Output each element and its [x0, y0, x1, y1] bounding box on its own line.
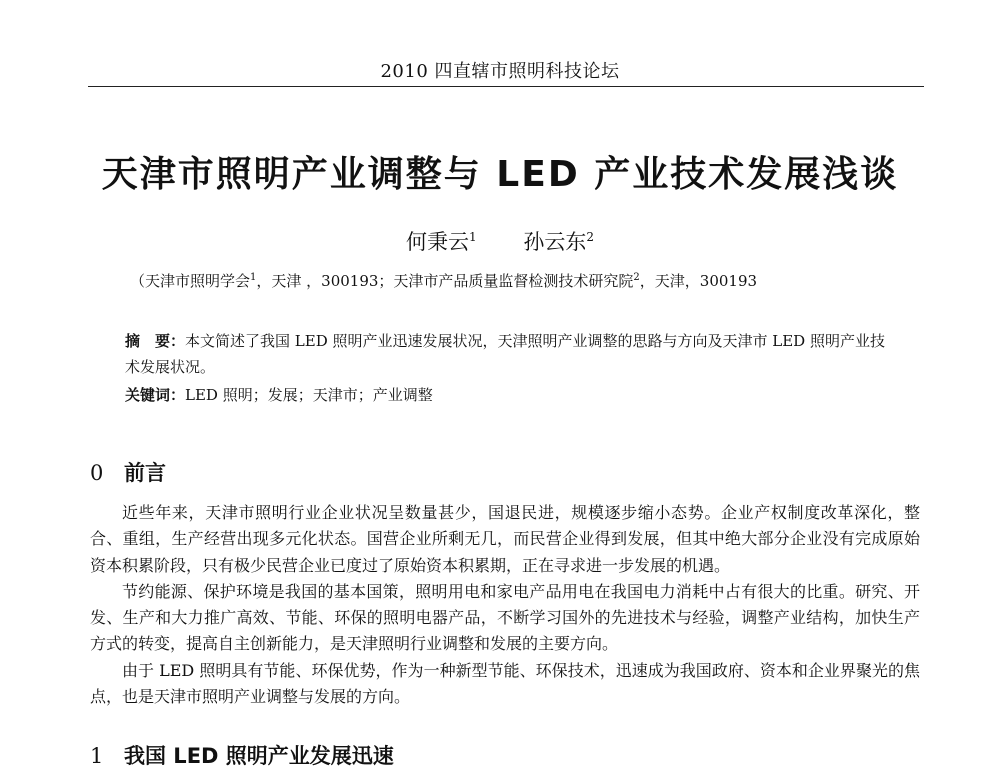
affiliation-mark: 2	[633, 272, 640, 283]
paragraph: 节约能源、保护环境是我国的基本国策，照明用电和家电产品用电在我国电力消耗中占有很大的比重。研究、开发、生产和大力推广高效、节能、环保的照明电器产品，不断学习国外的先进技术与经验，调整产业结构，加快生产方式的转变，提高自主创新能力，是天津照明行业调整和发展的主要方向。	[90, 581, 920, 654]
abstract-label: 摘 要：	[125, 332, 186, 350]
section-body-0	[90, 500, 920, 710]
author-name: 何秉云	[406, 230, 470, 254]
abstract	[125, 328, 895, 380]
paper-title: 天津市照明产业调整与 LED 产业技术发展浅谈	[101, 154, 899, 195]
abstract-text: 本文简述了我国 LED 照明产业迅速发展状况，天津照明产业调整的思路与方向及天津市 LED 照明产业技术发展状况。	[125, 332, 885, 376]
author-affiliation-mark: 2	[586, 230, 594, 244]
keywords-text: LED 照明；发展；天津市；产业调整	[185, 386, 433, 404]
section-title: 前言	[124, 461, 166, 485]
paragraph: 近些年来，天津市照明行业企业状况呈数量甚少，国退民进，规模逐步缩小态势。企业产权制度改革深化，整合、重组，生产经营出现多元化状态。国营企业所剩无几，而民营企业得到发展，但其中绝大部分企业没有完成原始资本积累阶段，只有极少民营企业已度过了原始资本积累期，正在寻求进一步发展的机遇。	[90, 503, 920, 575]
section-heading-0	[90, 457, 166, 487]
affiliation-mark: 1	[250, 272, 257, 283]
section-heading-1	[90, 740, 394, 770]
affiliation-text: （天津市照明学会	[130, 272, 251, 290]
affiliation-text: ，天津 ，300193；天津市产品质量监督检测技术研究院	[256, 272, 634, 290]
author-2	[523, 230, 594, 254]
paragraph: 由于 LED 照明具有节能、环保优势，作为一种新型节能、环保技术，迅速成为我国政府、资本和企业界聚光的焦点，也是天津市照明产业调整与发展的方向。	[90, 660, 920, 707]
author-1	[406, 230, 477, 254]
section-number: 1	[90, 744, 104, 768]
keywords	[125, 384, 895, 405]
running-header: 2010 四直辖市照明科技论坛	[380, 61, 620, 82]
header-divider	[88, 86, 924, 87]
affiliations	[130, 270, 910, 291]
author-name: 孙云东	[523, 230, 587, 254]
affiliation-text: ，天津，300193	[639, 272, 758, 290]
section-number: 0	[90, 461, 104, 485]
author-affiliation-mark: 1	[469, 230, 477, 244]
keywords-label: 关键词：	[125, 386, 186, 404]
section-title: 我国 LED 照明产业发展迅速	[124, 744, 394, 768]
author-list	[0, 226, 1000, 256]
